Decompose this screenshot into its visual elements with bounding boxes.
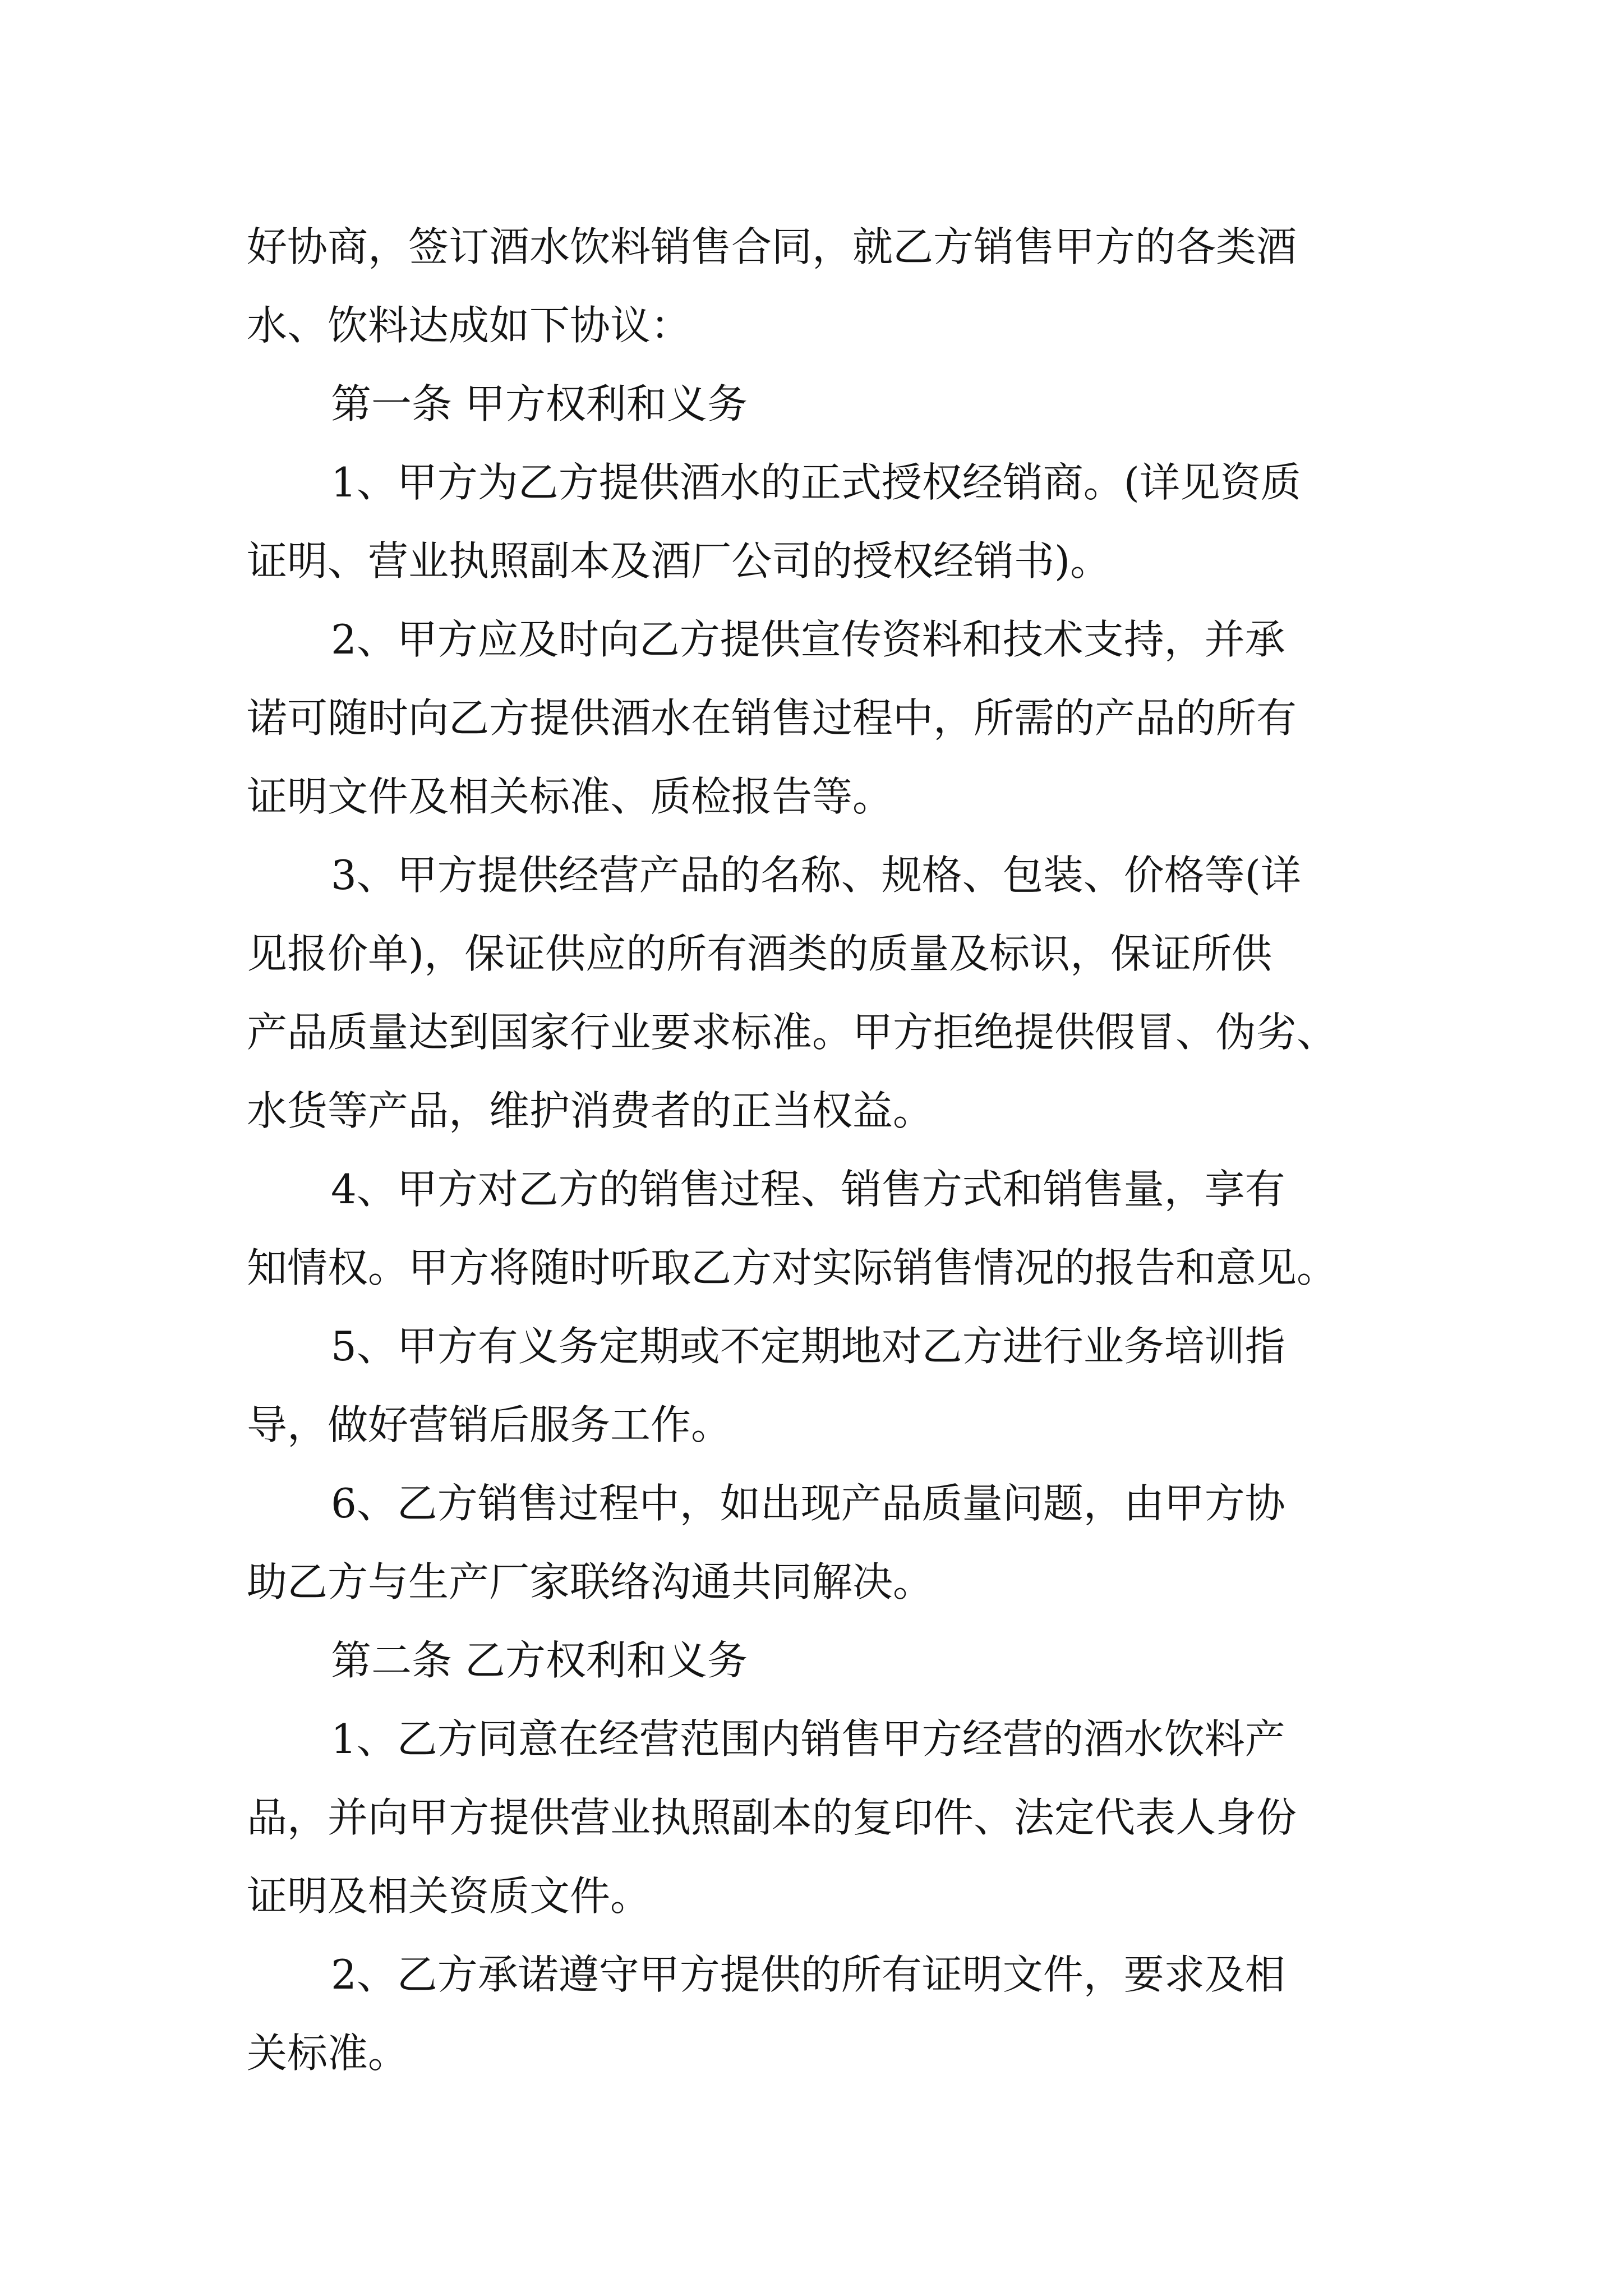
text-line: 见报价单)，保证供应的所有酒类的质量及标识，保证所供 (247, 930, 1272, 977)
text-line: 水、饮料达成如下协议： (247, 302, 691, 349)
text-line: 1、甲方为乙方提供酒水的正式授权经销商。(详见资质 (331, 459, 1301, 506)
text-line: 水货等产品，维护消费者的正当权益。 (247, 1087, 934, 1134)
text-line: 好协商，签订酒水饮料销售合同，就乙方销售甲方的各类酒 (247, 223, 1297, 270)
text-line: 3、甲方提供经营产品的名称、规格、包装、价格等(详 (331, 852, 1301, 899)
text-line: 助乙方与生产厂家联络沟通共同解决。 (247, 1558, 934, 1605)
text-line: 导，做好营销后服务工作。 (247, 1401, 732, 1448)
text-line: 诺可随时向乙方提供酒水在销售过程中，所需的产品的所有 (247, 694, 1297, 742)
text-line: 4、甲方对乙方的销售过程、销售方式和销售量，享有 (331, 1166, 1285, 1213)
text-line: 产品质量达到国家行业要求标准。甲方拒绝提供假冒、伪劣、 (247, 1009, 1338, 1056)
text-line: 证明文件及相关标准、质检报告等。 (247, 773, 893, 820)
text-line: 品，并向甲方提供营业执照副本的复印件、法定代表人身份 (247, 1794, 1297, 1841)
text-line: 6、乙方销售过程中，如出现产品质量问题，由甲方协 (331, 1480, 1285, 1527)
article-heading: 第一条 甲方权利和义务 (331, 380, 748, 427)
text-line: 证明及相关资质文件。 (247, 1872, 651, 1920)
text-line: 1、乙方同意在经营范围内销售甲方经营的酒水饮料产 (331, 1715, 1285, 1763)
text-line: 2、乙方承诺遵守甲方提供的所有证明文件，要求及相 (331, 1951, 1285, 1998)
text-line: 5、甲方有义务定期或不定期地对乙方进行业务培训指 (331, 1323, 1285, 1370)
text-line: 2、甲方应及时向乙方提供宣传资料和技术支持，并承 (331, 616, 1285, 663)
article-heading: 第二条 乙方权利和义务 (331, 1637, 748, 1684)
text-line: 证明、营业执照副本及酒厂公司的授权经销书)。 (247, 537, 1111, 585)
text-line: 知情权。甲方将随时听取乙方对实际销售情况的报告和意见。 (247, 1244, 1338, 1291)
text-line: 关标准。 (247, 2030, 409, 2077)
